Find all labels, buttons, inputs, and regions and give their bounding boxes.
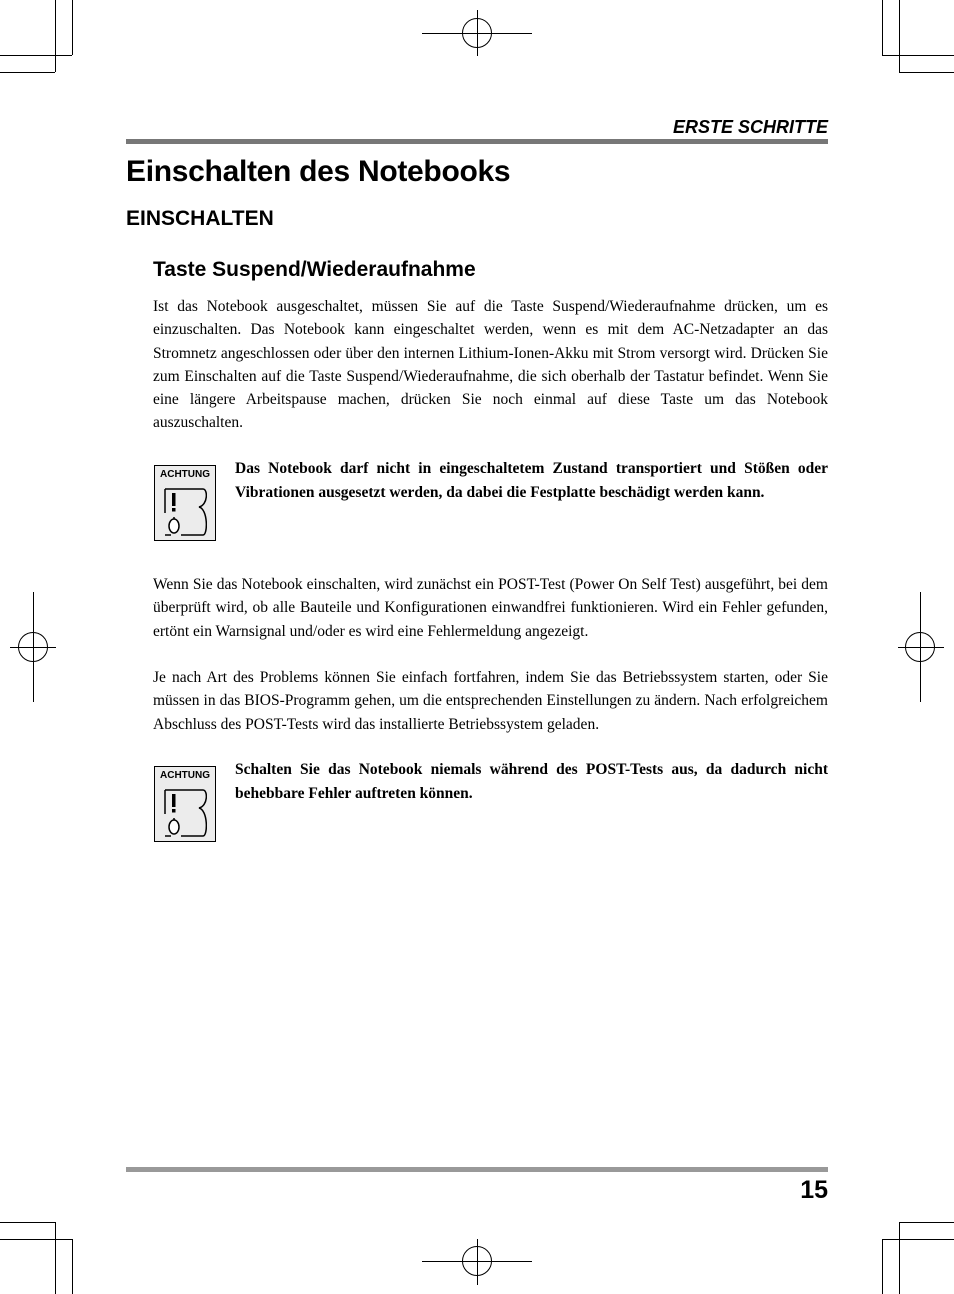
warning-label: ACHTUNG [160,469,210,480]
section-heading: EINSCHALTEN [126,207,274,230]
warning-box-1 [154,465,216,541]
page-number: 15 [800,1176,828,1204]
body-paragraph-2: Wenn Sie das Notebook einschalten, wird zunächst ein POST-Test (Power On Self Test) ausgeführt, bei dem überprüft wird, ob alle Bauteile und Konfigurationen einwandfrei funktionieren. Wird ein Fehler gefunden, ertönt ein Warnsignal und/oder es wird eine Fehlermeldung angezeigt. [153,576,828,640]
warning-exclamation-icon [163,483,207,537]
warning-box-2 [154,766,216,842]
warning-label: ACHTUNG [160,770,210,781]
warning-text-2: Schalten Sie das Notebook niemals während des POST-Tests aus, da dadurch nicht behebbare Fehler auftreten können. [235,761,828,802]
footer-rule [126,1167,828,1172]
warning-exclamation-icon [163,784,207,838]
running-head: ERSTE SCHRITTE [672,117,828,137]
warning-text-1: Das Notebook darf nicht in eingeschaltetem Zustand transportiert und Stößen oder Vibrationen ausgesetzt werden, da dabei die Festplatte beschädigt werden kann. [235,460,828,501]
page-title: Einschalten des Notebooks [126,155,511,188]
sub-heading: Taste Suspend/Wiederaufnahme [153,258,476,281]
header-rule [126,139,828,144]
body-paragraph-3: Je nach Art des Problems können Sie einfach fortfahren, indem Sie das Betriebssystem starten, oder Sie müssen in das BIOS-Programm gehen, um die entsprechenden Einstellungen zu ändern. Nach erfolgreichem Abschluss des POST-Tests wird das installierte Betriebssystem geladen. [153,669,828,733]
body-paragraph-1: Ist das Notebook ausgeschaltet, müssen Sie auf die Taste Suspend/Wiederaufnahme drücken, um es einzuschalten. Das Notebook kann eingeschaltet werden, wenn es mit dem AC-Netzadapter an das Stromnetz angeschlossen oder über den internen Lithium-Ionen-Akku mit Strom versorgt wird. Drücken Sie zum Einschalten auf die Taste Suspend/Wiederaufnahme, die sich oberhalb der Tastatur befindet. Wenn Sie eine längere Arbeitspause machen, drücken Sie noch einmal auf diese Taste um das Notebook auszuschalten. [153,298,828,432]
